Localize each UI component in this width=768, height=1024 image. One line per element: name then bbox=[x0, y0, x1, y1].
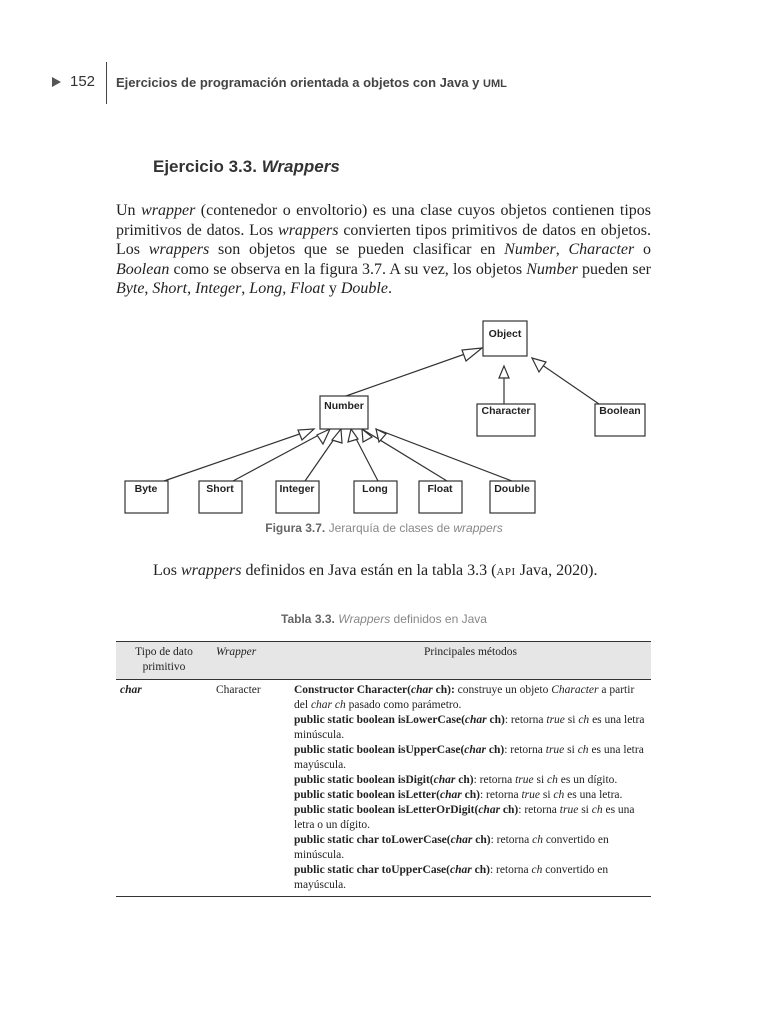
paragraph-run: son objetos que se pueden clasificar en bbox=[209, 241, 505, 258]
method-run: char bbox=[464, 714, 487, 726]
method-run: true bbox=[515, 774, 534, 786]
table-row bbox=[116, 680, 651, 897]
method-entry bbox=[294, 833, 647, 863]
table-caption-label: Tabla 3.3. bbox=[281, 612, 335, 626]
method-run: ch bbox=[547, 774, 558, 786]
method-entry bbox=[294, 773, 647, 788]
method-run: ch bbox=[553, 789, 565, 801]
class-hierarchy-figure bbox=[116, 318, 650, 523]
label-byte: Byte bbox=[134, 483, 158, 495]
method-run: ch): bbox=[432, 684, 455, 696]
label-number: Number bbox=[324, 400, 364, 412]
label-float: Float bbox=[427, 483, 453, 495]
method-run: : retorna bbox=[518, 804, 560, 816]
page-number: 152 bbox=[70, 73, 96, 90]
paragraph-run: wrappers bbox=[278, 221, 339, 239]
label-object: Object bbox=[488, 328, 522, 340]
method-run: es una letra mayúscula. bbox=[294, 744, 644, 771]
paragraph-run: , bbox=[282, 280, 291, 297]
method-run: construye un objeto bbox=[454, 684, 552, 696]
cell-primitive-type: char bbox=[120, 684, 142, 696]
cell-wrapper: Character bbox=[216, 684, 261, 696]
method-run: char bbox=[411, 684, 433, 696]
method-run: char bbox=[464, 744, 487, 756]
paragraph-run: wrappers bbox=[148, 241, 210, 258]
table-caption-text: definidos en Java bbox=[393, 612, 487, 626]
cell-methods bbox=[290, 680, 651, 897]
method-run: char bbox=[439, 789, 462, 801]
method-run: convertido en mayúscula. bbox=[294, 864, 609, 891]
method-run: ch) bbox=[455, 774, 474, 786]
method-run: ch) bbox=[472, 834, 491, 846]
intro-post: Java, 2020). bbox=[519, 562, 598, 579]
paragraph-run: wrapper bbox=[141, 202, 196, 219]
method-run: public static boolean isLowerCase( bbox=[294, 714, 465, 726]
method-run: si bbox=[578, 804, 592, 816]
method-entry bbox=[294, 803, 647, 833]
method-run: : retorna bbox=[490, 834, 533, 846]
figure-caption-text: Jerarquía de clases de bbox=[328, 521, 451, 535]
method-run: ch) bbox=[486, 744, 505, 756]
method-entry bbox=[294, 743, 647, 773]
method-entry bbox=[294, 788, 647, 803]
method-run: si bbox=[539, 789, 554, 801]
method-run: char bbox=[433, 774, 456, 786]
wrappers-table bbox=[116, 641, 651, 897]
method-run: ch bbox=[531, 864, 543, 876]
table-intro-sentence bbox=[153, 562, 597, 580]
label-double: Double bbox=[494, 483, 530, 495]
paragraph-run: Un bbox=[116, 202, 142, 219]
label-boolean: Boolean bbox=[599, 405, 641, 417]
paragraph-run: , bbox=[241, 280, 250, 297]
method-run: public static boolean isUpperCase( bbox=[294, 744, 465, 756]
paragraph-run: , bbox=[555, 241, 569, 258]
paragraph-run: Boolean bbox=[116, 260, 170, 278]
label-long: Long bbox=[362, 483, 388, 495]
method-run: es una letra o un dígito. bbox=[294, 804, 635, 831]
method-run: ch bbox=[577, 744, 589, 756]
exercise-heading bbox=[153, 157, 340, 177]
method-run: public static char toLowerCase( bbox=[294, 834, 451, 846]
method-run: ch bbox=[532, 834, 543, 846]
paragraph-run: convierten tipos primitivos de datos en objetos. Los bbox=[116, 221, 651, 258]
book-title bbox=[116, 75, 507, 90]
method-run: ch bbox=[591, 804, 603, 816]
method-run: : retorna bbox=[489, 864, 532, 876]
method-run: char bbox=[478, 804, 501, 816]
header-methods: Principales métodos bbox=[424, 646, 517, 658]
method-run: ch) bbox=[461, 789, 480, 801]
method-run: char bbox=[450, 864, 472, 876]
method-run: Character bbox=[551, 684, 599, 696]
method-run: true bbox=[545, 744, 565, 756]
paragraph-run: Integer bbox=[195, 280, 242, 297]
method-run: si bbox=[533, 774, 548, 786]
label-character: Character bbox=[481, 405, 531, 417]
paragraph-run: y bbox=[324, 280, 341, 297]
exercise-label: Ejercicio 3.3. bbox=[153, 157, 257, 176]
figure-caption bbox=[0, 521, 768, 535]
paragraph-run: o bbox=[634, 241, 652, 258]
paragraph-run: Number bbox=[526, 260, 578, 278]
method-run: true bbox=[559, 804, 579, 816]
paragraph-run: Double bbox=[340, 280, 388, 297]
method-run: convertido en minúscula. bbox=[294, 834, 609, 861]
figure-caption-label: Figura 3.7. bbox=[265, 521, 326, 535]
paragraph-run: como se observa en la figura 3.7. A su vez, los objetos bbox=[169, 260, 527, 278]
header-divider bbox=[106, 62, 107, 104]
exercise-name: Wrappers bbox=[261, 157, 340, 176]
paragraph-run: Float bbox=[290, 280, 325, 297]
figure-caption-italic: wrappers bbox=[453, 521, 503, 535]
paragraph-run: Number bbox=[504, 241, 556, 258]
method-entry bbox=[294, 713, 647, 743]
method-run: public static boolean isLetterOrDigit( bbox=[294, 804, 479, 816]
paragraph-run: pueden ser bbox=[577, 260, 652, 278]
method-run: char bbox=[450, 834, 473, 846]
method-run: public static char toUpperCase( bbox=[294, 864, 450, 876]
paragraph-run: (contenedor o envoltorio) es una clase cuyos objetos contienen tipos primitivos de datos. Los bbox=[116, 202, 652, 239]
class-hierarchy-diagram bbox=[116, 318, 650, 518]
method-run: es un dígito. bbox=[557, 774, 618, 786]
method-run: ch bbox=[578, 714, 590, 726]
header-primitive-type: Tipo de dato primitivo bbox=[135, 646, 193, 673]
intro-mid: definidos en Java están en la tabla 3.3 ( bbox=[245, 562, 497, 579]
method-run: es una letra minúscula. bbox=[294, 714, 645, 741]
method-run: : retorna bbox=[473, 774, 516, 786]
method-run: public static boolean isDigit( bbox=[294, 774, 434, 786]
method-run: Constructor Character( bbox=[294, 684, 411, 696]
label-integer: Integer bbox=[279, 483, 315, 495]
intro-italic: wrappers bbox=[181, 562, 242, 579]
method-run: es una letra. bbox=[564, 789, 623, 801]
header-wrapper: Wrapper bbox=[216, 646, 257, 658]
book-title-suffix: UML bbox=[483, 78, 507, 90]
method-run: pasado como parámetro. bbox=[345, 699, 462, 711]
paragraph-run: . bbox=[387, 280, 392, 297]
method-run: a partir del bbox=[294, 684, 635, 711]
table-header-row bbox=[116, 642, 651, 680]
method-run: ch) bbox=[486, 714, 505, 726]
method-entry bbox=[294, 683, 647, 713]
method-run: ch) bbox=[500, 804, 519, 816]
method-entry bbox=[294, 863, 647, 893]
paragraph-run: Character bbox=[568, 241, 635, 258]
triangle-marker-icon bbox=[52, 77, 61, 87]
method-run: true bbox=[521, 789, 540, 801]
table-caption bbox=[0, 612, 768, 626]
method-run: si bbox=[564, 714, 579, 726]
intro-api: API bbox=[496, 566, 516, 578]
method-run: : retorna bbox=[504, 714, 547, 726]
label-short: Short bbox=[206, 483, 234, 495]
method-run: char ch bbox=[310, 699, 346, 711]
paragraph-run: , bbox=[144, 280, 153, 297]
paragraph-run: Short bbox=[152, 280, 188, 297]
method-run: true bbox=[546, 714, 565, 726]
intro-pre: Los bbox=[153, 562, 177, 579]
method-run: public static boolean isLetter( bbox=[294, 789, 440, 801]
book-title-text: Ejercicios de programación orientada a objetos con Java y bbox=[116, 75, 480, 90]
body-paragraph bbox=[116, 201, 651, 299]
paragraph-run: Byte bbox=[116, 280, 145, 297]
running-header bbox=[52, 72, 672, 104]
method-run: ch) bbox=[471, 864, 490, 876]
table-caption-italic: Wrappers bbox=[338, 612, 391, 626]
method-run: : retorna bbox=[479, 789, 522, 801]
paragraph-run: , bbox=[187, 280, 196, 297]
paragraph-run: Long bbox=[249, 280, 283, 297]
method-run: : retorna bbox=[504, 744, 546, 756]
method-run: si bbox=[564, 744, 578, 756]
